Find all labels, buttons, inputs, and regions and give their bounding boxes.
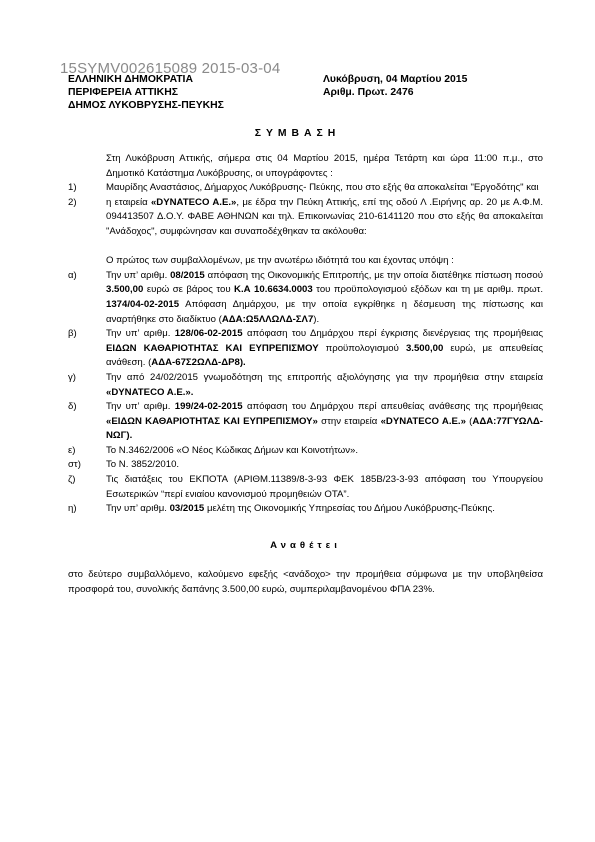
consideration-text [106,444,543,459]
party-text-part: η εταιρεία [106,196,151,208]
emphasized-text: ΑΔΑ:77ΓΥΩΛΔ-ΝΩΓ). [106,415,543,442]
emphasized-text: 1374/04-02-2015 [106,298,180,310]
emphasized-text: 03/2015 [169,503,205,515]
text-segment: απόφαση του Δημάρχου περί απευθείας ανάθεσης της προμήθειας [242,401,543,413]
party-text [106,196,543,240]
party-mark: 1) [68,182,77,194]
document-title: ΣΥΜΒΑΣΗ [254,128,341,139]
consideration-mark: β) [68,328,77,340]
text-segment: του προϋπολογισμού εξόδων και τη με αριθμ. πρωτ. [312,284,543,296]
text-segment: ευρώ, με απευθείας ανάθεση. ( [106,342,543,369]
consideration-mark: στ) [68,459,81,471]
emphasized-text: 3.500,00 [106,284,144,296]
consideration-item [68,400,543,444]
emphasized-text: 08/2015 [170,269,205,281]
intro-paragraph: Στη Λυκόβρυση Αττικής, σήμερα στις 04 Μαρτίου 2015, ημέρα Τετάρτη και ώρα 11:00 π.μ., στο Δημοτικό Κατάστημα Λυκόβρυσης, οι υπογράφοντες : [106,153,543,179]
text-segment: Το Ν. 3852/2010. [106,459,180,471]
issuer-line: ΔΗΜΟΣ ΛΥΚΟΒΡΥΣΗΣ-ΠΕΥΚΗΣ [68,100,224,111]
consideration-item [68,473,543,502]
emphasized-text: ΕΙΔΩΝ ΚΑΘΑΡΙΟΤΗΤΑΣ ΚΑΙ ΕΥΠΡΕΠΙΣΜΟΥ [106,342,319,354]
consideration-text [106,269,543,327]
consideration-text [106,473,543,502]
consideration-item [68,269,543,327]
consideration-mark: δ) [68,401,77,413]
emphasized-text: 128/06-02-2015 [174,328,243,340]
party-text: Μαυρίδης Αναστάσιος, Δήμαρχος Λυκόβρυσης- Πεύκης, που στο εξής θα αποκαλείται "Εργοδότης" και [106,182,539,194]
party-item [68,181,543,196]
consideration-text [106,371,543,400]
consideration-mark: η) [68,503,77,515]
document-body [68,152,543,597]
issuer-line: ΠΕΡΙΦΕΡΕΙΑ ΑΤΤΙΚΗΣ [68,87,178,98]
emphasized-text: «DYNATECO A.E.». [106,386,194,398]
party-item [68,196,543,240]
consideration-text [106,502,543,517]
consideration-item [68,371,543,400]
consideration-item [68,458,543,473]
text-segment: Την υπ’ αριθμ. [106,328,175,340]
place-date: Λυκόβρυση, 04 Μαρτίου 2015 [323,74,468,85]
closing-paragraph: στο δεύτερο συμβαλλόμενο, καλούμενο εφεξής <ανάδοχο> την προμήθεια σύμφωνα με την υποβληθείσα προσφορά του, συνολικής δαπάνης 3.500,00 ευρώ, συμπεριλαμβανομένου ΦΠΑ 23%. [68,569,543,595]
text-segment: ). [313,313,320,325]
text-segment: Το Ν.3462/2006 «Ο Νέος Κώδικας Δήμων και Κοινοτήτων». [106,444,358,456]
emphasized-text: 199/24-02-2015 [174,401,243,413]
party-company-name: «DYNATECO A.E.» [150,196,237,208]
text-segment: Την υπ’ αριθμ. [106,401,175,413]
text-segment: απόφαση του Δημάρχου περί έγκρισης διενέργειας της προμήθειας [242,328,544,340]
text-segment: στην εταιρεία [317,415,381,427]
emphasized-text: «ΕΙΔΩΝ ΚΑΘΑΡΙΟΤΗΤΑΣ ΚΑΙ ΕΥΠΡΕΠΙΣΜΟΥ» [106,415,318,427]
emphasized-text: ΑΔΑ-67Σ2ΩΛΔ-ΔΡ8). [151,357,246,369]
consideration-text [106,400,543,444]
text-segment: Απόφαση Δημάρχου, με την οποία εγκρίθηκε η δέσμευση της πίστωσης και αναρτήθηκε στο διαδίκτυο ( [106,298,543,325]
text-segment: ευρώ σε βάρος του [143,284,235,296]
document-watermark: 15SYMV002615089 2015-03-04 [60,60,281,77]
emphasized-text: «DYNATECO A.E.» [380,415,466,427]
consideration-item [68,327,543,371]
party-text-part: , με έδρα την Πεύκη Αττικής, επί της οδού Λ .Ειρήνης αρ. 20 με Α.Φ.Μ. 094413507 Δ.Ο.Υ. ΦΑΒΕ ΑΘΗΝΩΝ και τηλ. Επικοινωνίας 210-6141120 που στο εξής θα αποκαλείται "Ανάδοχος", συμφώνησαν και συναποδέχθηκαν τα ακόλουθα: [106,196,544,237]
issuer-line: ΕΛΛΗΝΙΚΗ ΔΗΜΟΚΡΑΤΙΑ [68,74,193,85]
consideration-text [106,327,543,371]
emphasized-text: Κ.Α 10.6634.0003 [234,284,313,296]
text-segment: προϋπολογισμού [318,342,406,354]
issuer-header [68,73,224,112]
consideration-mark: ζ) [68,474,76,486]
text-segment: Τις διατάξεις του ΕΚΠΟΤΑ (ΑΡΙΘΜ.11389/8-3-93 ΦΕΚ 185Β/23-3-93 απόφαση του Υπουργείου Εσωτερικών “περί ενιαίου κανονισμού προμηθειών ΟΤΑ”. [106,474,543,500]
considerations-list [68,269,543,517]
emphasized-text: 3.500,00 [405,342,444,354]
text-segment: Την υπ’ αριθμ. [106,269,171,281]
party-mark: 2) [68,196,77,208]
consideration-item [68,502,543,517]
considerations-intro: Ο πρώτος των συμβαλλομένων, με την ανωτέρω ιδιότητά του και έχοντας υπόψη : [106,255,454,267]
consideration-mark: γ) [68,371,76,383]
emphasized-text: ΑΔΑ:Ω5ΛΛΩΛΔ-ΣΛ7 [221,313,314,325]
text-segment: ( [465,415,473,427]
text-segment: απόφαση της Οικονομικής Επιτροπής, με την οποία διατέθηκε πίστωση ποσού [204,269,544,281]
section-subtitle: Αναθέτει [270,539,341,551]
text-segment: μελέτη της Οικονομικής Υπηρεσίας του Δήμου Λυκόβρυσης-Πεύκης. [204,503,495,515]
consideration-mark: ε) [68,444,76,456]
consideration-item [68,444,543,459]
consideration-mark: α) [68,269,77,281]
consideration-text [106,458,543,473]
text-segment: Την από 24/02/2015 γνωμοδότηση της επιτροπής αξιολόγησης για την προμήθεια στην εταιρεία [106,371,543,383]
date-protocol-header [323,73,467,99]
text-segment: Την υπ’ αριθμ. [106,503,170,515]
protocol-number: Αριθμ. Πρωτ. 2476 [323,87,414,98]
